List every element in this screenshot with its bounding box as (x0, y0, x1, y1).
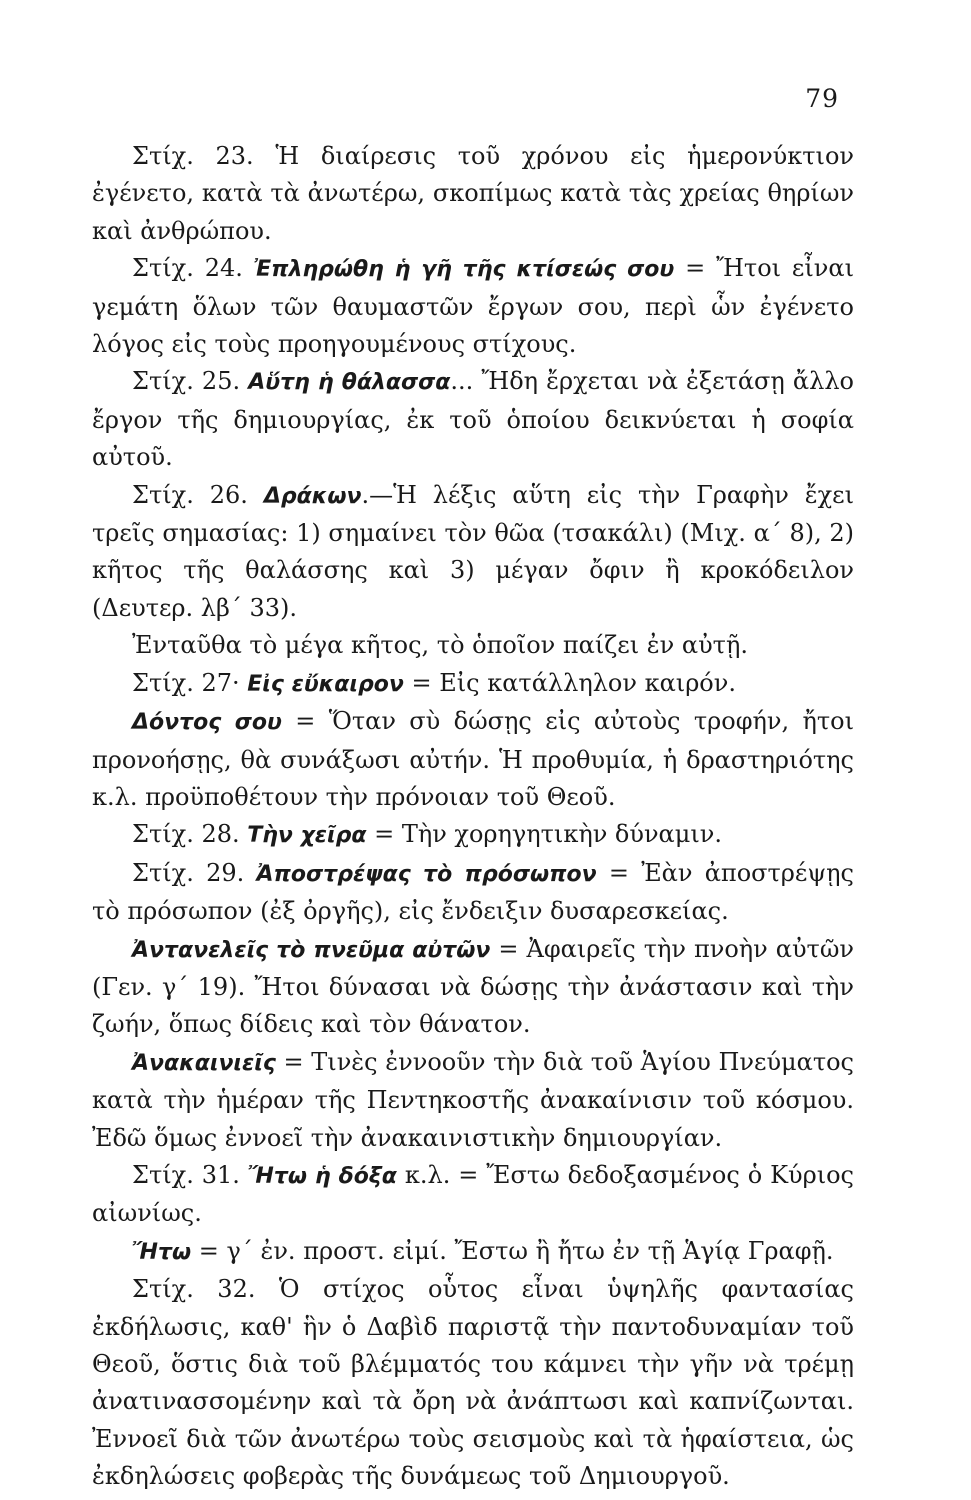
gloss: = Ὅταν σὺ δώσῃς εἰς αὐτοὺς τροφήν, ἤτοι προνοήσῃς, θὰ συνάξωσι αὐτήν. Ἡ προθυμία, ἡ δραστηριότης κ.λ. προϋποθέτουν τὴν πρόνοιαν τοῦ Θεοῦ. (92, 707, 854, 811)
paragraph-text: Ἐνταῦθα τὸ μέγα κῆτος, τὸ ὁποῖον παίζει ἐν αὐτῇ. (132, 631, 748, 660)
paragraph-verse-28 (92, 816, 854, 854)
lemma: Αὕτη ἡ θάλασσα (248, 370, 451, 396)
gloss: = Τὴν χορηγητικὴν δύναμιν. (366, 820, 722, 849)
verse-ref: Στίχ. 27· (132, 668, 248, 697)
lemma: Εἰς εὔκαιρον (247, 671, 404, 697)
paragraph-verse-26 (92, 477, 854, 628)
paragraph-verse-24 (92, 250, 854, 363)
paragraph-verse-32 (92, 1271, 854, 1495)
lemma: Ἐπληρώθη ἡ γῆ τῆς κτίσεώς σου (253, 257, 675, 283)
verse-ref: Στίχ. 28. (132, 820, 248, 849)
lemma: Ἤτω (132, 1239, 192, 1265)
gloss: = Ἐὰν ἀποστρέψῃς τὸ πρόσωπον (ἐξ ὀργῆς), εἰς ἔνδειξιν δυσαρεσκείας. (92, 858, 854, 926)
lemma: Δόντος σου (132, 710, 282, 736)
paragraph-verse-25 (92, 363, 854, 476)
gloss: = Εἰς κατάλληλον καιρόν. (403, 668, 736, 697)
gloss: κ.λ. = Ἔστω δεδοξασμένος ὁ Κύριος αἰωνίως. (92, 1160, 855, 1228)
paragraph-sea-monster (92, 627, 854, 664)
lemma: Τὴν χεῖρα (247, 823, 367, 849)
verse-ref: Στίχ. 24. (132, 254, 254, 283)
gloss: ... Ἤδη ἔρχεται νὰ ἐξετάσῃ ἄλλο ἔργον τῆς δημιουργίας, ἐκ τοῦ ὁποίου δεικνύεται ἡ σοφία αὐτοῦ. (92, 367, 854, 472)
paragraph-antaneleis (92, 931, 854, 1044)
paragraph-text: Στίχ. 23. Ἡ διαίρεσις τοῦ χρόνου εἰς ἡμερονύκτιον ἐγένετο, κατὰ τὰ ἀνωτέρω, σκοπίμως κατὰ τὰς χρείας θηρίων καὶ ἀνθρώπου. (92, 142, 854, 245)
verse-ref: Στίχ. 26. (132, 480, 264, 509)
lemma: Ἀνακαινιεῖς (132, 1050, 276, 1076)
commentary-text (92, 138, 854, 1496)
paragraph-verse-29 (92, 855, 854, 931)
paragraph-verse-23 (92, 138, 854, 250)
verse-ref: Στίχ. 29. (132, 858, 257, 887)
gloss: = Ἤτοι εἶναι γεμάτη ὅλων τῶν θαυμαστῶν ἔργων σου, περὶ ὧν ἐγένετο λόγος εἰς τοὺς προηγουμένους στίχους. (92, 254, 854, 359)
gloss: .—Ἡ λέξις αὕτη εἰς τὴν Γραφὴν ἔχει τρεῖς σημασίας: 1) σημαίνει τὸν θῶα (τσακάλι) (Μιχ. α΄ 8), 2) κῆτος τῆς θαλάσσης καὶ 3) μέγαν ὄφιν ἢ κροκόδειλον (Δευτερ. λβ΄ 33). (92, 480, 854, 622)
paragraph-verse-27 (92, 665, 854, 703)
paragraph-text: Στίχ. 32. Ὁ στίχος οὗτος εἶναι ὑψηλῆς φαντασίας ἐκδήλωσις, καθ' ἣν ὁ Δαβὶδ παριστᾷ τὴν παντοδυναμίαν τοῦ Θεοῦ, ὅστις διὰ τοῦ βλέμματός του κάμνει τὴν γῆν νὰ τρέμῃ ἀνατινασσομένην καὶ τὰ ὄρη νὰ ἀνάπτωσι καὶ καπνίζωνται. Ἐννοεῖ διὰ τῶν ἀνωτέρω τοὺς σεισμοὺς καὶ τὰ ἡφαίστεια, ὡς ἐκδηλώσεις φοβερὰς τῆς δυνάμεως τοῦ Δημιουργοῦ. (92, 1275, 854, 1491)
lemma: Ἀποστρέψας τὸ πρόσωπον (256, 861, 597, 887)
gloss: = Ἀφαιρεῖς τὴν πνοὴν αὐτῶν (Γεν. γ΄ 19). Ἤτοι δύνασαι νὰ δώσῃς τὴν ἀνάστασιν καὶ τὴν ζωήν, ὅπως δίδεις καὶ τὸν θάνατον. (92, 934, 854, 1039)
lemma: Ἤτω ἡ δόξα (247, 1163, 397, 1189)
paragraph-anakainieis (92, 1044, 854, 1157)
gloss: = γ΄ ἐν. προστ. εἰμί. Ἔστω ἢ ἤτω ἐν τῇ Ἁγίᾳ Γραφῇ. (191, 1236, 834, 1265)
gloss: = Τινὲς ἐννοοῦν τὴν διὰ τοῦ Ἁγίου Πνεύματος κατὰ τὴν ἡμέραν τῆς Πεντηκοστῆς ἀνακαίνισιν τοῦ κόσμου. Ἐδῶ ὅμως ἐννοεῖ τὴν ἀνακαινιστικὴν δημιουργίαν. (92, 1047, 854, 1152)
lemma: Δράκων (263, 483, 362, 509)
paragraph-verse-31 (92, 1157, 854, 1233)
lemma: Ἀντανελεῖς τὸ πνεῦμα αὐτῶν (132, 937, 491, 963)
paragraph-eto (92, 1233, 854, 1271)
paragraph-dontos-sou (92, 703, 854, 816)
page-number: 79 (805, 84, 839, 113)
verse-ref: Στίχ. 25. (132, 367, 249, 396)
verse-ref: Στίχ. 31. (132, 1160, 248, 1189)
